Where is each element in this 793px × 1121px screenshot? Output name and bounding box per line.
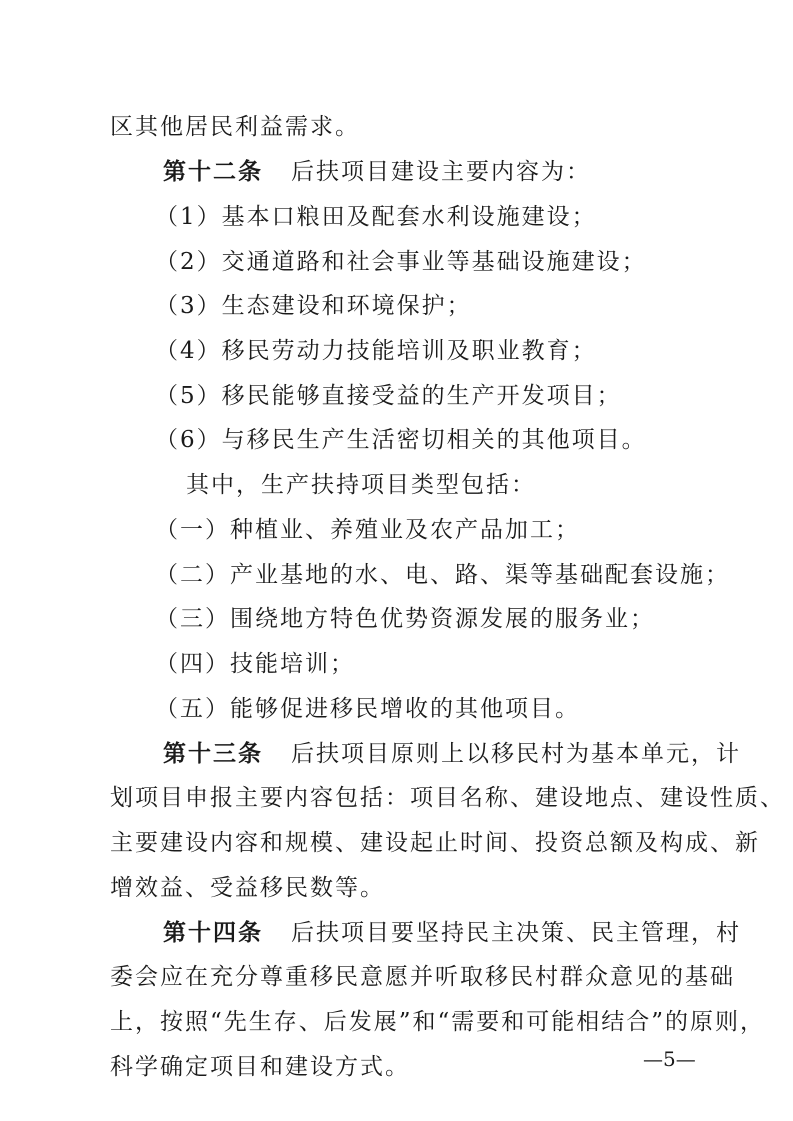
text-line: 上，按照“先生存、后发展”和“需要和可能相结合”的原则， (110, 1009, 766, 1035)
list-item: （3）生态建设和环境保护； (155, 293, 472, 319)
list-item: （三）围绕地方特色优势资源发展的服务业； (155, 606, 655, 632)
article-13-first-line (163, 739, 741, 769)
article-13-text: 后扶项目原则上以移民村为基本单元，计 (291, 741, 741, 767)
list-item: （四）技能培训； (155, 651, 355, 677)
text-line: 科学确定项目和建设方式。 (110, 1054, 410, 1080)
list-item: （二）产业基地的水、电、路、渠等基础配套设施； (155, 562, 730, 588)
list-item: （1）基本口粮田及配套水利设施建设； (155, 204, 597, 230)
list-item: （5）移民能够直接受益的生产开发项目； (155, 383, 622, 409)
article-14-first-line (163, 918, 741, 948)
article-14-heading: 第十四条 (163, 919, 263, 946)
list-item: （4）移民劳动力技能培训及职业教育； (155, 338, 597, 364)
text-line: 区其他居民利益需求。 (110, 114, 360, 140)
article-12-first-line (163, 157, 591, 187)
list-item: （6）与移民生产生活密切相关的其他项目。 (155, 427, 647, 453)
text-line: 增效益、受益移民数等。 (110, 875, 385, 901)
text-line: 主要建设内容和规模、建设起止时间、投资总额及构成、新 (110, 830, 760, 856)
article-12-text: 后扶项目建设主要内容为： (291, 159, 591, 185)
text-line: 委会应在充分尊重移民意愿并听取移民村群众意见的基础 (110, 964, 735, 990)
sub-intro: 其中，生产扶持项目类型包括： (186, 472, 536, 498)
list-item: （一）种植业、养殖业及农产品加工； (155, 517, 580, 543)
article-14-text: 后扶项目要坚持民主决策、民主管理，村 (291, 920, 741, 946)
text-line: 划项目申报主要内容包括：项目名称、建设地点、建设性质、 (110, 785, 785, 811)
page-number: —5— (643, 1047, 696, 1071)
list-item: （五）能够促进移民增收的其他项目。 (155, 696, 580, 722)
article-13-heading: 第十三条 (163, 740, 263, 767)
list-item: （2）交通道路和社会事业等基础设施建设； (155, 249, 647, 275)
article-12-heading: 第十二条 (163, 158, 263, 185)
